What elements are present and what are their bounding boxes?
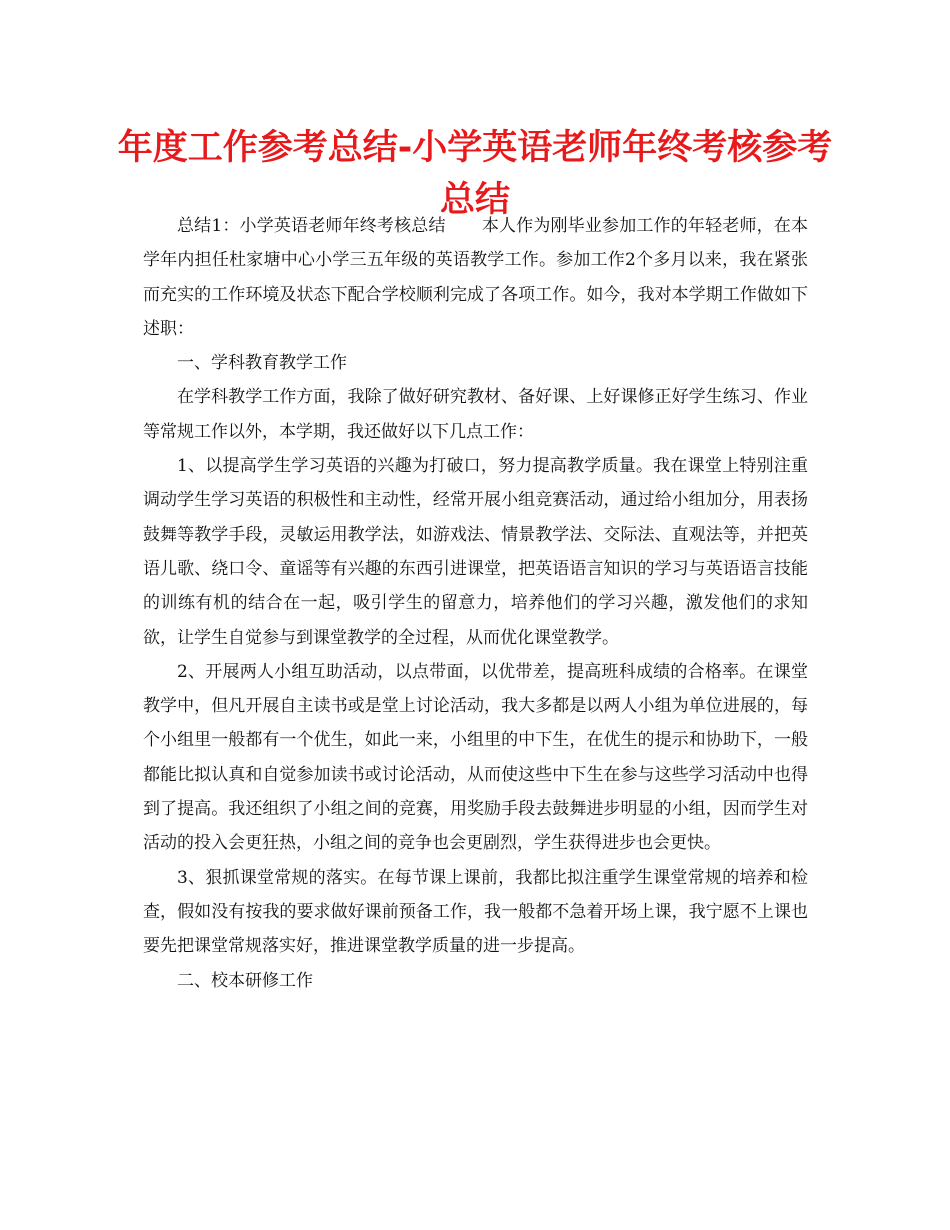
summary-lead: 总结1：小学英语老师年终考核总结 bbox=[177, 216, 446, 236]
summary-text: 本人作为刚毕业参加工作的年轻老师，在本学年内担任杜家塘中心小学三五年级的英语教学工作。参加工作2个多月以来，我在紧张而充实的工作环境及状态下配合学校顺利完成了各项工作。如今，我对本学期工作做如下述职： bbox=[143, 216, 808, 339]
paragraph-summary-intro bbox=[143, 209, 808, 346]
paragraph-point-2: 2、开展两人小组互助活动，以点带面，以优带差，提高班科成绩的合格率。在课堂教学中，但凡开展自主读书或是堂上讨论活动，我大多都是以两人小组为单位进展的，每个小组里一般都有一个优生，如此一来，小组里的中下生，在优生的提示和协助下，一般都能比拟认真和自觉参加读书或讨论活动，从而使这些中下生在参与这些学习活动中也得到了提高。我还组织了小组之间的竞赛，用奖励手段去鼓舞进步明显的小组，因而学生对活动的投入会更狂热，小组之间的竞争也会更剧烈，学生获得进步也会更快。 bbox=[143, 661, 808, 854]
paragraph-point-1: 1、以提高学生学习英语的兴趣为打破口，努力提高教学质量。我在课堂上特别注重调动学生学习英语的积极性和主动性，经常开展小组竞赛活动，通过给小组加分，用表扬鼓舞等教学手段，灵敏运用教学法，如游戏法、情景教学法、交际法、直观法等，并把英语儿歌、绕口令、童谣等有兴趣的东西引进课堂，把英语语言知识的学习与英语语言技能的训练有机的结合在一起，吸引学生的留意力，培养他们的学习兴趣，激发他们的求知欲，让学生自觉参与到课堂教学的全过程，从而优化课堂教学。 bbox=[143, 456, 808, 648]
paragraph-point-3: 3、狠抓课堂常规的落实。在每节课上课前，我都比拟注重学生课堂常规的培养和检查，假如没有按我的要求做好课前预备工作，我一般都不急着开场上课，我宁愿不上课也要先把课堂常规落实好，推进课堂教学质量的进一步提高。 bbox=[143, 867, 808, 957]
section-heading-teaching: 一、学科教育教学工作 bbox=[177, 353, 347, 374]
document-body bbox=[143, 209, 808, 998]
document-title: 年度工作参考总结-小学英语老师年终考核参考总结 bbox=[117, 128, 833, 220]
section-heading-school-research: 二、校本研修工作 bbox=[177, 970, 313, 991]
paragraph-teaching-overview: 在学科教学工作方面，我除了做好研究教材、备好课、上好课修正好学生练习、作业等常规工作以外，本学期，我还做好以下几点工作： bbox=[143, 387, 808, 442]
